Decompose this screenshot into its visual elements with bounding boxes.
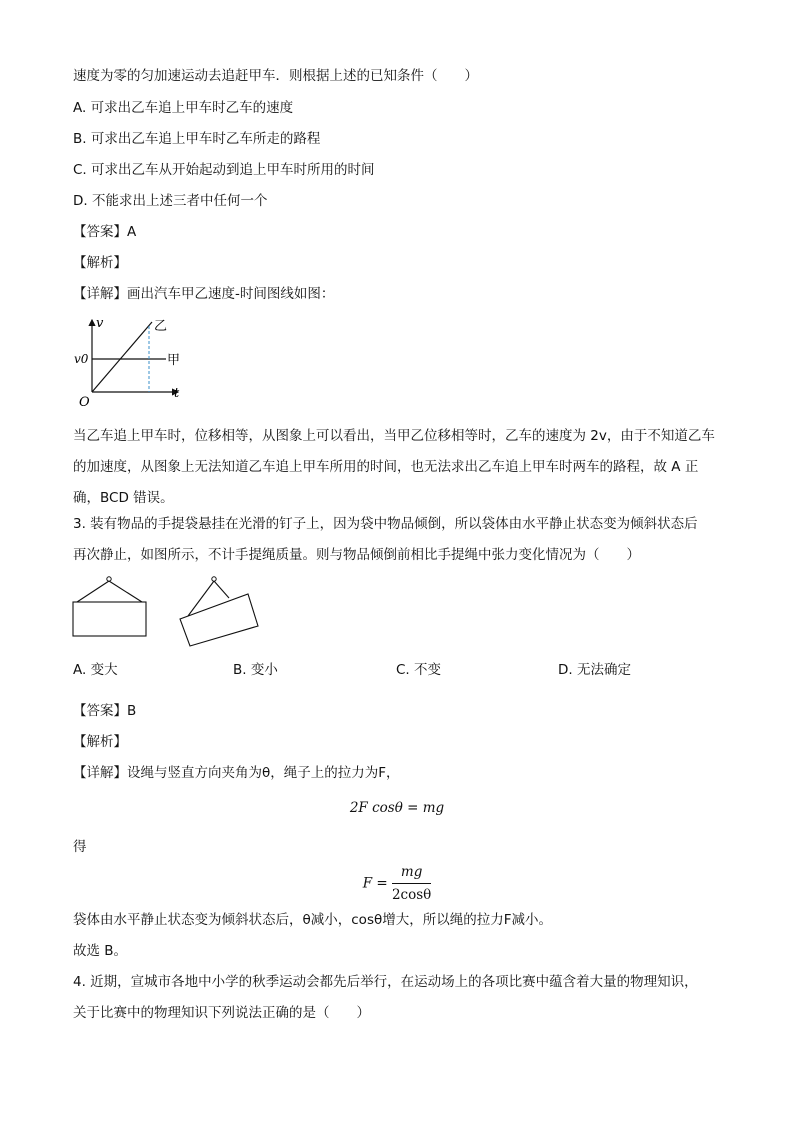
q3-equation-2 [0, 862, 794, 905]
v0-label: v0 [74, 352, 89, 366]
q3-stem-line2: 再次静止，如图所示，不计手提绳质量。则与物品倾倒前相比手提绳中张力变化情况为（ ） [73, 547, 640, 563]
q2-explanation: 当乙车追上甲车时，位移相等，从图象上可以看出，当甲乙位移相等时，乙车的速度为 2v，由于不知道乙车的加速度，从图象上无法知道乙车追上甲车所用的时间，也无法求出乙车追上甲车时两车的路程，故 A 正确，BCD 错误。 [73, 428, 715, 506]
bag-figure [70, 574, 270, 650]
q2-analysis-label: 【解析】 [73, 255, 127, 271]
q3-option-b: B. 变小 [233, 662, 278, 678]
q2-option-c: C. 可求出乙车从开始起动到追上甲车时所用的时间 [73, 162, 375, 178]
v-axis-label: v [96, 316, 104, 331]
q3-conclusion: 袋体由水平静止状态变为倾斜状态后，θ减小，cosθ增大，所以绳的拉力F减小。 [73, 912, 552, 928]
yi-line [92, 322, 152, 392]
q3-de: 得 [73, 839, 87, 855]
q3-detail: 【详解】设绳与竖直方向夹角为θ，绳子上的拉力为F， [73, 765, 400, 781]
bag-tilted [180, 594, 258, 646]
q2-option-a: A. 可求出乙车追上甲车时乙车的速度 [73, 100, 294, 116]
nail-left [107, 577, 111, 581]
q3-option-a: A. 变大 [73, 662, 118, 678]
origin-label: O [79, 395, 90, 408]
q4-stem-line1: 4. 近期，宣城市各地中小学的秋季运动会都先后举行，在运动场上的各项比赛中蕴含着大量的物理知识， [73, 974, 698, 990]
eq2-numerator: mg [392, 862, 431, 884]
q2-option-b: B. 可求出乙车追上甲车时乙车所走的路程 [73, 131, 321, 147]
q3-option-c: C. 不变 [396, 662, 442, 678]
yi-label: 乙 [154, 319, 168, 334]
q2-option-d: D. 不能求出上述三者中任何一个 [73, 193, 268, 209]
eq2-lhs: F = [362, 875, 388, 892]
q4-stem-line2: 关于比赛中的物理知识下列说法正确的是（ ） [73, 1005, 370, 1021]
t-axis-label: t [174, 386, 180, 401]
bag-level [73, 602, 146, 636]
nail-right [212, 577, 216, 581]
q3-final: 故选 B。 [73, 943, 128, 959]
jia-label: 甲 [167, 353, 181, 368]
velocity-time-graph [70, 314, 200, 408]
q2-detail: 【详解】画出汽车甲乙速度-时间图线如图： [73, 286, 335, 302]
q3-option-d: D. 无法确定 [558, 662, 631, 678]
q2-answer: 【答案】A [73, 224, 137, 240]
q2-stem-tail: 速度为零的匀加速运动去追赶甲车．则根据上述的已知条件（ ） [73, 68, 478, 84]
q3-answer: 【答案】B [73, 703, 137, 719]
eq2-denominator: 2cosθ [391, 887, 432, 903]
eq2-fraction [392, 862, 431, 905]
q3-equation-1: 2F cosθ = mg [349, 800, 445, 816]
q3-stem-line1: 3. 装有物品的手提袋悬挂在光滑的钉子上，因为袋中物品倾倒，所以袋体由水平静止状态变为倾斜状态后 [73, 516, 698, 532]
q3-analysis-label: 【解析】 [73, 734, 127, 750]
